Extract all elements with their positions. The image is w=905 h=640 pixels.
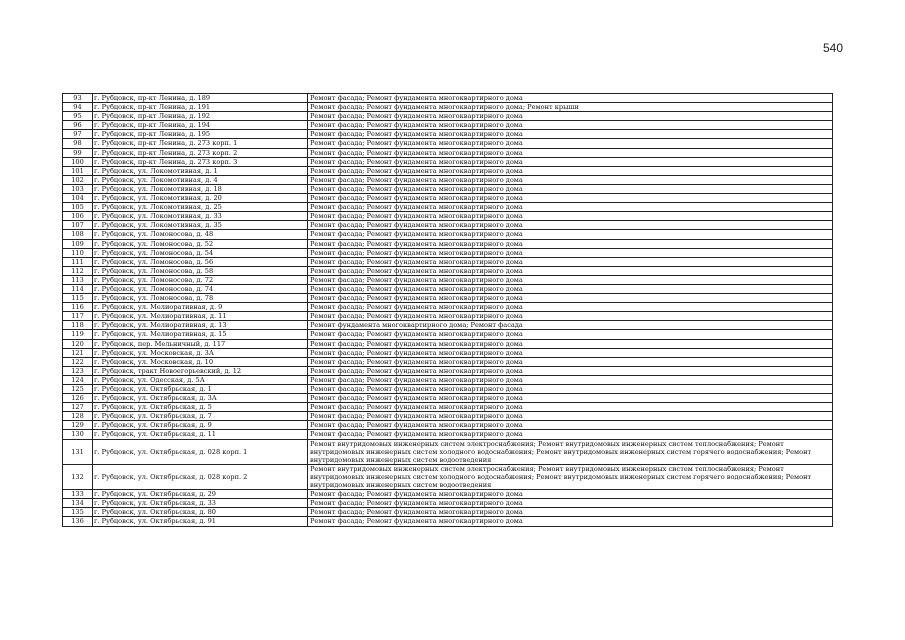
row-address: г. Рубцовск, ул. Локомотивная, д. 4: [93, 175, 308, 184]
row-work-types: Ремонт фасада; Ремонт фундамента многоквартирного дома: [308, 166, 833, 175]
table-row: [63, 284, 833, 293]
row-address: г. Рубцовск, ул. Локомотивная, д. 1: [93, 166, 308, 175]
table-row: [63, 385, 833, 394]
row-work-types: Ремонт фасада; Ремонт фундамента многоквартирного дома: [308, 157, 833, 166]
table-row: [63, 517, 833, 526]
table-row: [63, 239, 833, 248]
table-row: [63, 464, 833, 489]
table-row: [63, 257, 833, 266]
row-address: г. Рубцовск, пр-кт Ленина, д. 191: [93, 103, 308, 112]
row-address: г. Рубцовск, пр-кт Ленина, д. 195: [93, 130, 308, 139]
row-number: 124: [63, 375, 93, 384]
table-row: [63, 312, 833, 321]
row-work-types: Ремонт фасада; Ремонт фундамента многоквартирного дома: [308, 112, 833, 121]
row-number: 131: [63, 439, 93, 464]
table-row: [63, 148, 833, 157]
row-address: г. Рубцовск, пр-кт Ленина, д. 273 корп. 1: [93, 139, 308, 148]
row-work-types: Ремонт фасада; Ремонт фундамента многоквартирного дома: [308, 194, 833, 203]
houses-table: [62, 93, 833, 527]
row-address: г. Рубцовск, ул. Московская, д. 10: [93, 357, 308, 366]
page-number: 540: [822, 41, 843, 55]
table-row: [63, 412, 833, 421]
table-row: [63, 439, 833, 464]
row-number: 117: [63, 312, 93, 321]
row-work-types: Ремонт фундамента многоквартирного дома; Ремонт фасада: [308, 321, 833, 330]
table-row: [63, 112, 833, 121]
table-row: [63, 175, 833, 184]
row-work-types: Ремонт фасада; Ремонт фундамента многоквартирного дома: [308, 148, 833, 157]
row-number: 101: [63, 166, 93, 175]
row-work-types: Ремонт фасада; Ремонт фундамента многоквартирного дома: [308, 212, 833, 221]
row-number: 96: [63, 121, 93, 130]
row-work-types: Ремонт фасада; Ремонт фундамента многоквартирного дома: [308, 221, 833, 230]
row-work-types: Ремонт фасада; Ремонт фундамента многоквартирного дома: [308, 339, 833, 348]
row-work-types: Ремонт фасада; Ремонт фундамента многоквартирного дома: [308, 412, 833, 421]
row-address: г. Рубцовск, пер. Мельничный, д. 117: [93, 339, 308, 348]
table-row: [63, 375, 833, 384]
table-row: [63, 166, 833, 175]
row-address: г. Рубцовск, ул. Октябрьская, д. 1: [93, 385, 308, 394]
row-address: г. Рубцовск, ул. Локомотивная, д. 25: [93, 203, 308, 212]
table-row: [63, 394, 833, 403]
row-address: г. Рубцовск, ул. Октябрьская, д. 5: [93, 403, 308, 412]
table-row: [63, 330, 833, 339]
table-row: [63, 357, 833, 366]
row-work-types: Ремонт фасада; Ремонт фундамента многоквартирного дома: [308, 499, 833, 508]
row-number: 125: [63, 385, 93, 394]
row-work-types: Ремонт фасада; Ремонт фундамента многоквартирного дома: [308, 490, 833, 499]
row-work-types: Ремонт фасада; Ремонт фундамента многоквартирного дома: [308, 184, 833, 193]
table-row: [63, 103, 833, 112]
table-row: [63, 294, 833, 303]
table-row: [63, 157, 833, 166]
row-number: 99: [63, 148, 93, 157]
table-row: [63, 139, 833, 148]
table-row: [63, 130, 833, 139]
row-number: 112: [63, 266, 93, 275]
row-address: г. Рубцовск, ул. Одесская, д. 5А: [93, 375, 308, 384]
row-work-types: Ремонт фасада; Ремонт фундамента многоквартирного дома: [308, 121, 833, 130]
row-number: 132: [63, 464, 93, 489]
row-work-types: Ремонт фасада; Ремонт фундамента многоквартирного дома: [308, 375, 833, 384]
row-work-types: Ремонт фасада; Ремонт фундамента многоквартирного дома: [308, 517, 833, 526]
row-number: 136: [63, 517, 93, 526]
row-work-types: Ремонт фасада; Ремонт фундамента многоквартирного дома: [308, 348, 833, 357]
row-address: г. Рубцовск, ул. Октябрьская, д. 33: [93, 499, 308, 508]
row-address: г. Рубцовск, ул. Ломоносова, д. 72: [93, 275, 308, 284]
table-row: [63, 321, 833, 330]
row-address: г. Рубцовск, ул. Ломоносова, д. 78: [93, 294, 308, 303]
row-number: 102: [63, 175, 93, 184]
row-work-types: Ремонт фасада; Ремонт фундамента многоквартирного дома: [308, 239, 833, 248]
row-number: 130: [63, 430, 93, 439]
table-row: [63, 184, 833, 193]
row-number: 129: [63, 421, 93, 430]
table-row: [63, 430, 833, 439]
row-number: 115: [63, 294, 93, 303]
table-row: [63, 490, 833, 499]
table-row: [63, 348, 833, 357]
row-address: г. Рубцовск, ул. Ломоносова, д. 48: [93, 230, 308, 239]
table-row: [63, 194, 833, 203]
row-work-types: Ремонт фасада; Ремонт фундамента многоквартирного дома: [308, 230, 833, 239]
row-work-types: Ремонт фасада; Ремонт фундамента многоквартирного дома: [308, 403, 833, 412]
row-address: г. Рубцовск, ул. Октябрьская, д. 29: [93, 490, 308, 499]
row-number: 94: [63, 103, 93, 112]
row-number: 126: [63, 394, 93, 403]
row-number: 133: [63, 490, 93, 499]
row-number: 134: [63, 499, 93, 508]
row-number: 121: [63, 348, 93, 357]
row-work-types: Ремонт фасада; Ремонт фундамента многоквартирного дома: [308, 421, 833, 430]
row-number: 103: [63, 184, 93, 193]
row-number: 116: [63, 303, 93, 312]
row-work-types: Ремонт фасада; Ремонт фундамента многоквартирного дома: [308, 366, 833, 375]
row-address: г. Рубцовск, ул. Мелиоративная, д. 9: [93, 303, 308, 312]
row-address: г. Рубцовск, ул. Ломоносова, д. 54: [93, 248, 308, 257]
row-address: г. Рубцовск, пр-кт Ленина, д. 273 корп. 3: [93, 157, 308, 166]
table-body: [63, 94, 833, 527]
row-address: г. Рубцовск, ул. Локомотивная, д. 20: [93, 194, 308, 203]
row-work-types: Ремонт фасада; Ремонт фундамента многоквартирного дома: [308, 203, 833, 212]
row-number: 95: [63, 112, 93, 121]
table-row: [63, 266, 833, 275]
row-number: 97: [63, 130, 93, 139]
row-address: г. Рубцовск, ул. Октябрьская, д. 9: [93, 421, 308, 430]
row-number: 98: [63, 139, 93, 148]
row-address: г. Рубцовск, пр-кт Ленина, д. 194: [93, 121, 308, 130]
row-work-types: Ремонт фасада; Ремонт фундамента многоквартирного дома: [308, 266, 833, 275]
row-work-types: Ремонт фасада; Ремонт фундамента многоквартирного дома: [308, 508, 833, 517]
row-number: 109: [63, 239, 93, 248]
row-number: 120: [63, 339, 93, 348]
row-address: г. Рубцовск, ул. Ломоносова, д. 52: [93, 239, 308, 248]
row-address: г. Рубцовск, ул. Локомотивная, д. 33: [93, 212, 308, 221]
row-address: г. Рубцовск, ул. Мелиоративная, д. 13: [93, 321, 308, 330]
row-work-types: Ремонт фасада; Ремонт фундамента многоквартирного дома: [308, 139, 833, 148]
row-work-types: Ремонт фасада; Ремонт фундамента многоквартирного дома: [308, 312, 833, 321]
row-number: 128: [63, 412, 93, 421]
row-address: г. Рубцовск, ул. Октябрьская, д. 11: [93, 430, 308, 439]
row-work-types: Ремонт фасада; Ремонт фундамента многоквартирного дома: [308, 94, 833, 103]
row-address: г. Рубцовск, ул. Октябрьская, д. 7: [93, 412, 308, 421]
row-number: 118: [63, 321, 93, 330]
row-address: г. Рубцовск, ул. Октябрьская, д. 80: [93, 508, 308, 517]
row-number: 127: [63, 403, 93, 412]
row-work-types: Ремонт фасада; Ремонт фундамента многоквартирного дома: [308, 394, 833, 403]
row-address: г. Рубцовск, ул. Локомотивная, д. 18: [93, 184, 308, 193]
row-work-types: Ремонт фасада; Ремонт фундамента многоквартирного дома: [308, 294, 833, 303]
row-number: 106: [63, 212, 93, 221]
row-address: г. Рубцовск, ул. Октябрьская, д. 028 корп. 2: [93, 464, 308, 489]
table-row: [63, 403, 833, 412]
row-address: г. Рубцовск, ул. Ломоносова, д. 58: [93, 266, 308, 275]
table-row: [63, 121, 833, 130]
row-work-types: Ремонт фасада; Ремонт фундамента многоквартирного дома: [308, 257, 833, 266]
row-address: г. Рубцовск, ул. Октябрьская, д. 028 корп. 1: [93, 439, 308, 464]
row-work-types: Ремонт фасада; Ремонт фундамента многоквартирного дома: [308, 385, 833, 394]
row-address: г. Рубцовск, ул. Московская, д. 3А: [93, 348, 308, 357]
table-row: [63, 499, 833, 508]
row-number: 105: [63, 203, 93, 212]
row-work-types: Ремонт фасада; Ремонт фундамента многоквартирного дома: [308, 357, 833, 366]
row-work-types: Ремонт фасада; Ремонт фундамента многоквартирного дома: [308, 175, 833, 184]
row-work-types: Ремонт фасада; Ремонт фундамента многоквартирного дома: [308, 430, 833, 439]
row-address: г. Рубцовск, ул. Ломоносова, д. 74: [93, 284, 308, 293]
row-work-types: Ремонт фасада; Ремонт фундамента многоквартирного дома: [308, 130, 833, 139]
row-address: г. Рубцовск, ул. Октябрьская, д. 3А: [93, 394, 308, 403]
row-number: 108: [63, 230, 93, 239]
table-row: [63, 303, 833, 312]
row-number: 110: [63, 248, 93, 257]
table-row: [63, 212, 833, 221]
row-number: 93: [63, 94, 93, 103]
row-address: г. Рубцовск, ул. Мелиоративная, д. 15: [93, 330, 308, 339]
row-number: 113: [63, 275, 93, 284]
row-work-types: Ремонт фасада; Ремонт фундамента многоквартирного дома: [308, 248, 833, 257]
row-number: 123: [63, 366, 93, 375]
row-number: 111: [63, 257, 93, 266]
table-row: [63, 421, 833, 430]
row-work-types: Ремонт фасада; Ремонт фундамента многоквартирного дома; Ремонт крыши: [308, 103, 833, 112]
row-address: г. Рубцовск, тракт Новоегорьевский, д. 12: [93, 366, 308, 375]
table-row: [63, 366, 833, 375]
table-row: [63, 230, 833, 239]
row-number: 122: [63, 357, 93, 366]
row-address: г. Рубцовск, пр-кт Ленина, д. 189: [93, 94, 308, 103]
row-address: г. Рубцовск, пр-кт Ленина, д. 273 корп. 2: [93, 148, 308, 157]
row-address: г. Рубцовск, ул. Мелиоративная, д. 11: [93, 312, 308, 321]
table-row: [63, 248, 833, 257]
row-address: г. Рубцовск, ул. Локомотивная, д. 35: [93, 221, 308, 230]
table-row: [63, 508, 833, 517]
table-row: [63, 275, 833, 284]
row-work-types: Ремонт внутридомовых инженерных систем электроснабжения; Ремонт внутридомовых инженерных систем теплоснабжения; Ремонт внутридомовых инженерных систем холодного водоснабжения; Ремонт внутридомовых инженерных систем горячего водоснабжения; Ремонт внутридомовых инженерных систем водоотведения: [308, 464, 833, 489]
table-row: [63, 339, 833, 348]
row-work-types: Ремонт внутридомовых инженерных систем электроснабжения; Ремонт внутридомовых инженерных систем теплоснабжения; Ремонт внутридомовых инженерных систем холодного водоснабжения; Ремонт внутридомовых инженерных систем горячего водоснабжения; Ремонт внутридомовых инженерных систем водоотведения: [308, 439, 833, 464]
row-address: г. Рубцовск, ул. Октябрьская, д. 91: [93, 517, 308, 526]
row-number: 135: [63, 508, 93, 517]
row-number: 100: [63, 157, 93, 166]
row-work-types: Ремонт фасада; Ремонт фундамента многоквартирного дома: [308, 275, 833, 284]
row-number: 104: [63, 194, 93, 203]
table-row: [63, 203, 833, 212]
row-work-types: Ремонт фасада; Ремонт фундамента многоквартирного дома: [308, 303, 833, 312]
row-work-types: Ремонт фасада; Ремонт фундамента многоквартирного дома: [308, 284, 833, 293]
row-address: г. Рубцовск, ул. Ломоносова, д. 56: [93, 257, 308, 266]
table-row: [63, 221, 833, 230]
row-address: г. Рубцовск, пр-кт Ленина, д. 192: [93, 112, 308, 121]
row-number: 119: [63, 330, 93, 339]
row-number: 114: [63, 284, 93, 293]
table-row: [63, 94, 833, 103]
row-work-types: Ремонт фасада; Ремонт фундамента многоквартирного дома: [308, 330, 833, 339]
row-number: 107: [63, 221, 93, 230]
